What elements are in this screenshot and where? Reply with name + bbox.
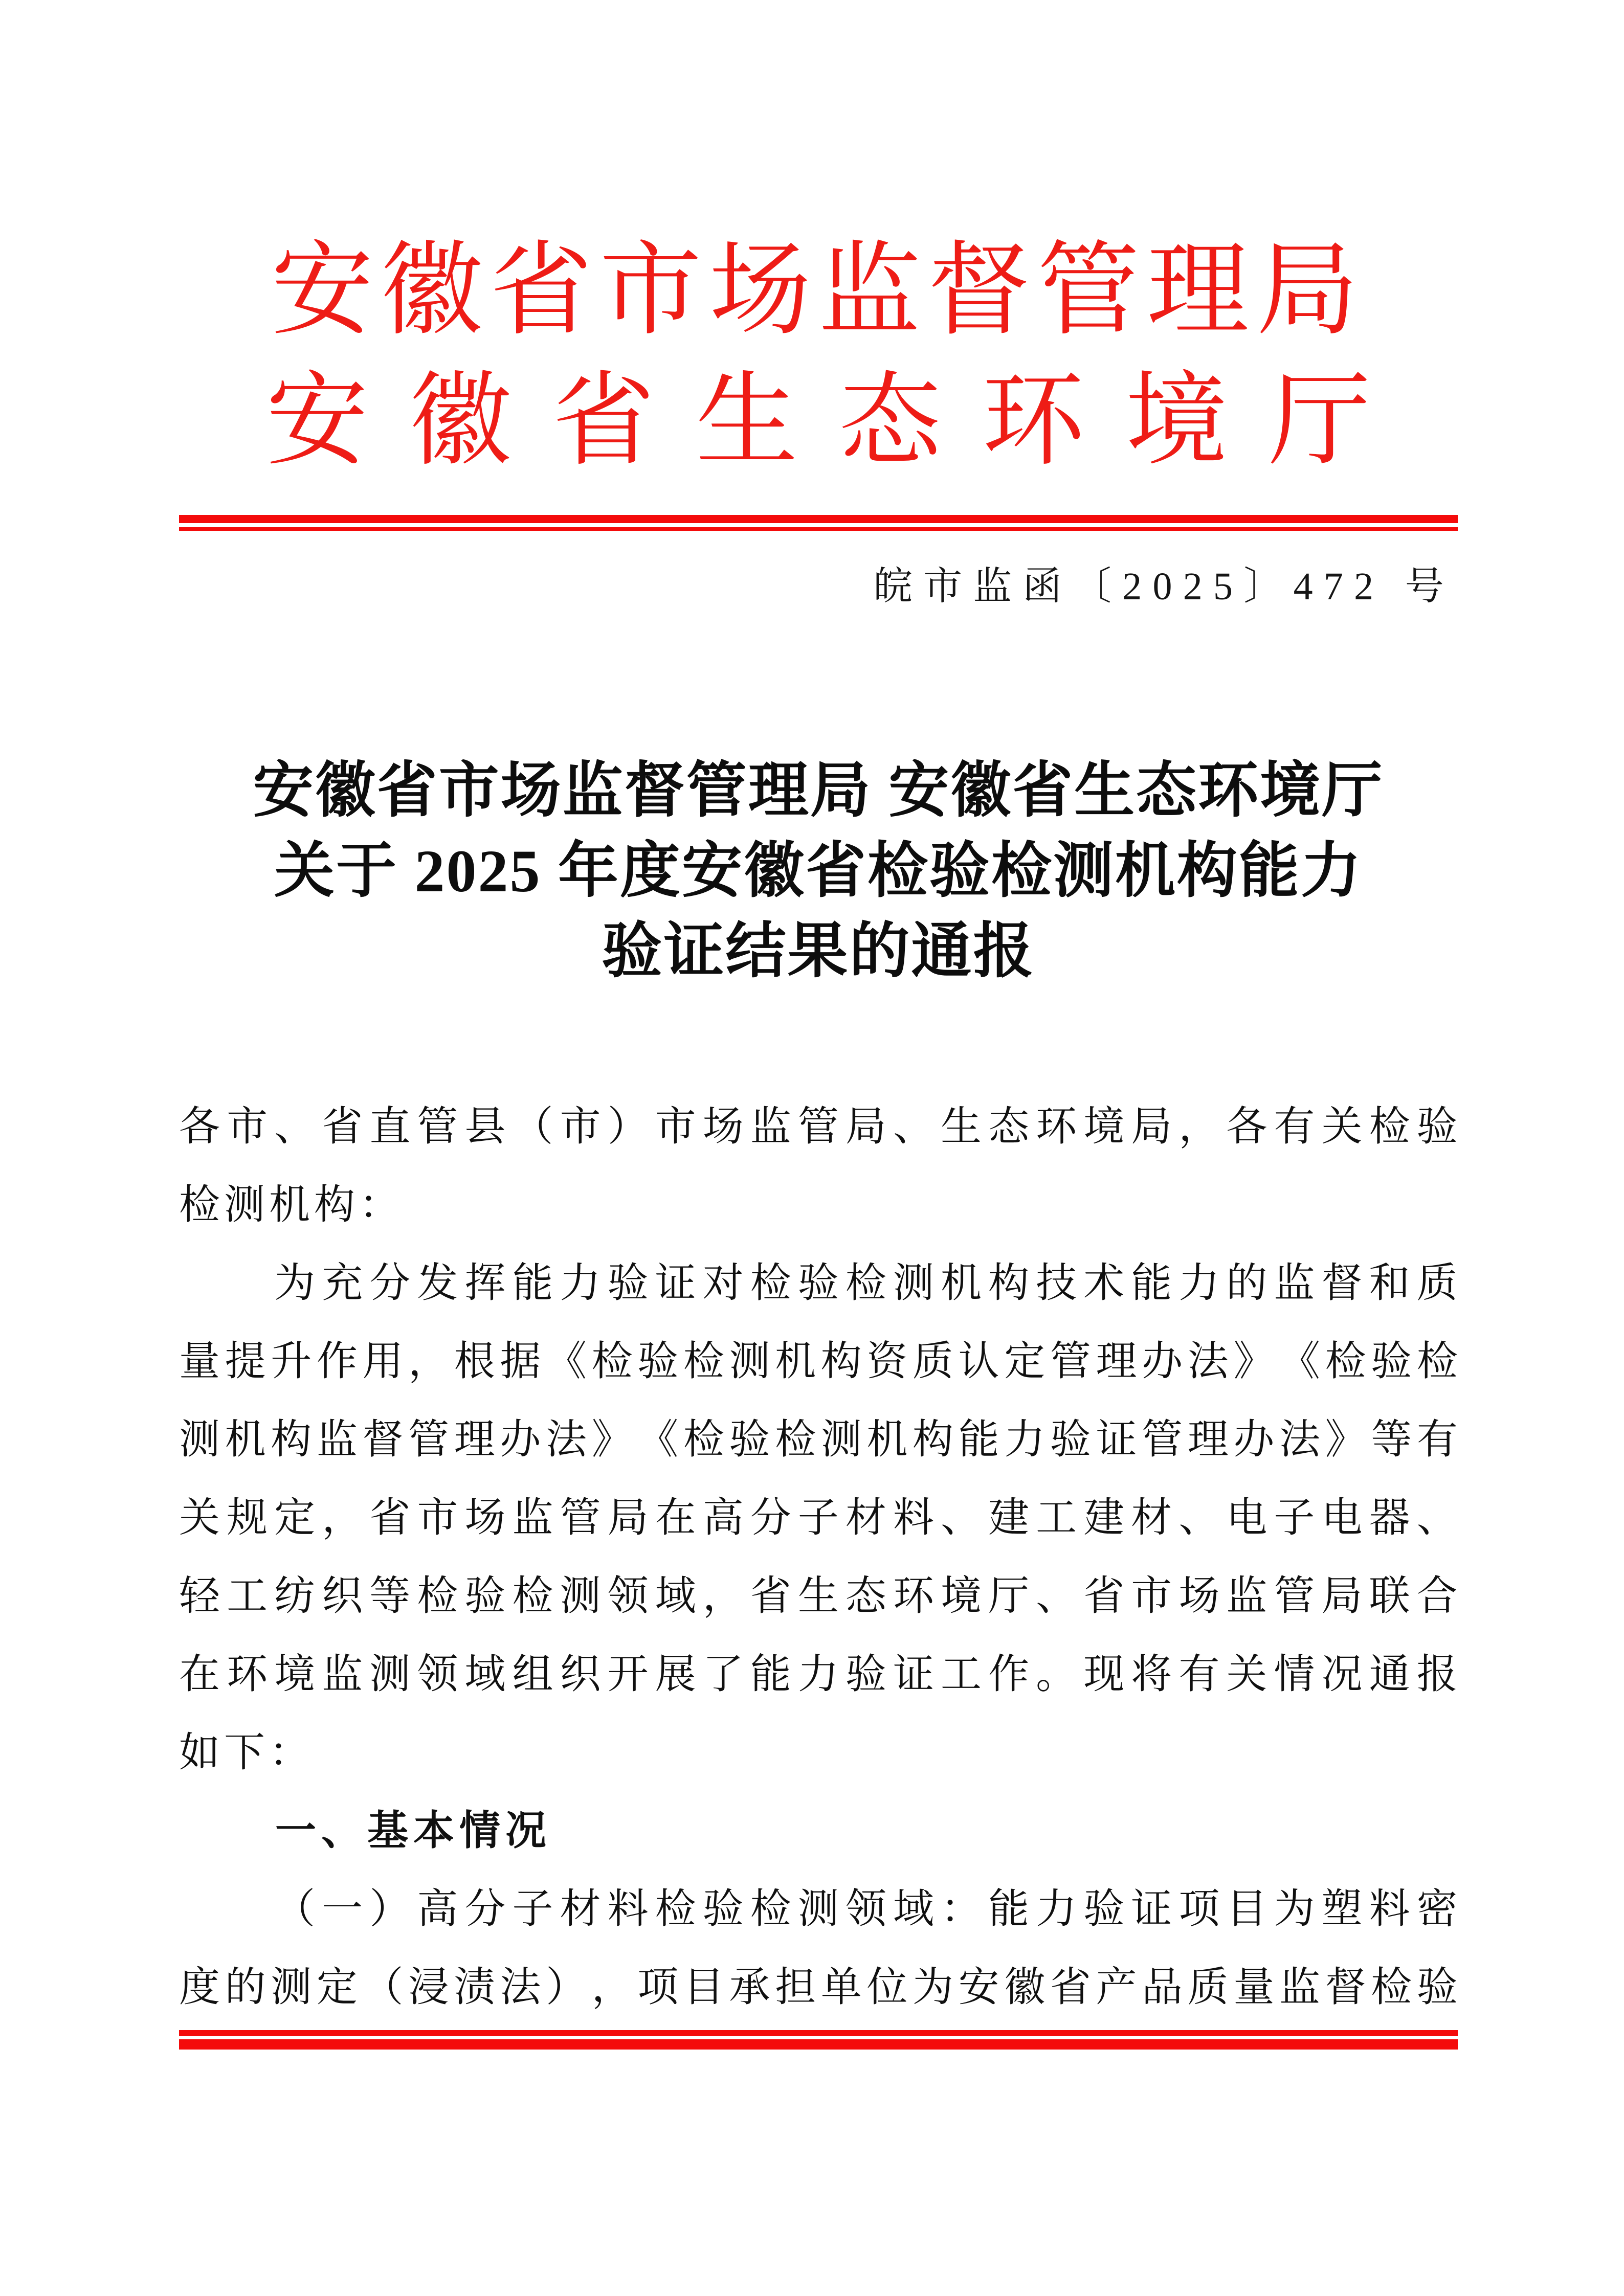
body-lines	[179, 1084, 1458, 2022]
letterhead	[179, 236, 1458, 607]
body-line: （ 一 ） 高 分 子 材 料 检 验 检 测 领 域 ： 能 力 验 证 项 目 为 塑 料 密	[274, 1887, 1458, 1932]
letterhead-line1: 安徽省市场监督管理局	[271, 235, 1366, 348]
body-line: 度 的 测 定 （ 浸 渍 法 ） ， 项 目 承 担 单 位 为 安 徽 省 产 品 质 量 监 督 检 验	[179, 1965, 1458, 2010]
letterhead-line2: 安徽省生态环境厅	[265, 365, 1412, 478]
body-line: 量 提 升 作 用 ， 根 据 《 检 验 检 测 机 构 资 质 认 定 管 理 办 法 》 《 检 验 检	[179, 1339, 1458, 1384]
body-line: 各 市 、 省 直 管 县 （ 市 ） 市 场 监 管 局 、 生 态 环 境 局 ， 各 有 关 检 验	[179, 1105, 1458, 1150]
footer-rule-thin	[179, 2030, 1458, 2036]
title-line1: 安徽省市场监督管理局 安徽省生态环境厅	[253, 757, 1384, 824]
title-line3: 验证结果的通报	[602, 918, 1035, 985]
body-line: 如下：	[179, 1730, 314, 1775]
letterhead-rule-gap	[179, 523, 1458, 527]
body-line: 在 环 境 监 测 领 域 组 织 开 展 了 能 力 验 证 工 作 。 现 将 有 关 情 况 通 报	[179, 1652, 1458, 1697]
document-number: 皖市监函〔2025〕472 号	[873, 565, 1455, 608]
letterhead-rule	[179, 515, 1458, 531]
document-title	[179, 751, 1458, 992]
footer-rule-thick	[179, 2039, 1458, 2050]
body-line: 检测机构：	[179, 1183, 404, 1228]
body-line: 关 规 定 ， 省 市 场 监 管 局 在 高 分 子 材 料 、 建 工 建 材 、 电 子 电 器 、	[179, 1496, 1458, 1541]
body-line: 测 机 构 监 督 管 理 办 法 》 《 检 验 检 测 机 构 能 力 验 证 管 理 办 法 》 等 有	[179, 1417, 1458, 1462]
footer-rule	[179, 2030, 1458, 2050]
section-heading: 一、基本情况	[275, 1808, 551, 1853]
body-line: 为 充 分 发 挥 能 力 验 证 对 检 验 检 测 机 构 技 术 能 力 的 监 督 和 质	[274, 1261, 1458, 1306]
letterhead-rule-thin	[179, 527, 1458, 531]
letterhead-rule-thick	[179, 515, 1458, 523]
body-line: 轻 工 纺 织 等 检 验 检 测 领 域 ， 省 生 态 环 境 厅 、 省 市 场 监 管 局 联 合	[179, 1574, 1458, 1619]
title-line2: 关于 2025 年度安徽省检验检测机构能力	[274, 838, 1363, 905]
